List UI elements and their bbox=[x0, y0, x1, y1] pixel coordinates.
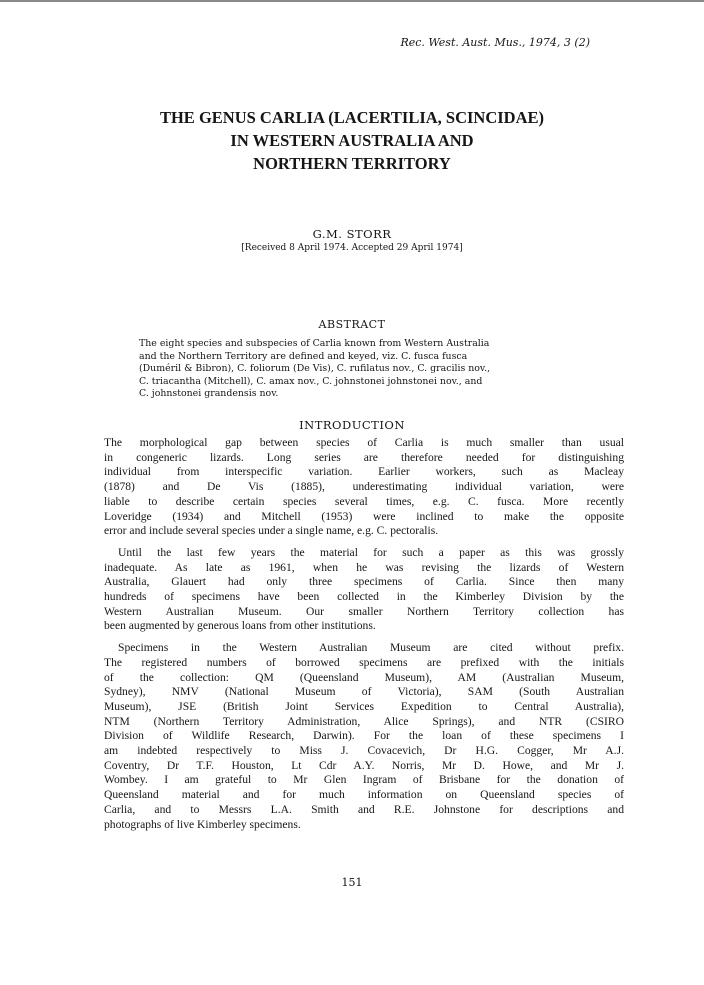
body-line: The registered numbers of borrowed specimens are prefixed with the initials bbox=[104, 655, 624, 669]
body-line: The morphological gap between species of Carlia is much smaller than usual bbox=[104, 436, 624, 449]
title-line-3: NORTHERN TERRITORY bbox=[253, 154, 451, 173]
body-line: Australia, Glauert had only three specimens of Carlia. Since then many bbox=[104, 575, 624, 589]
body-line: hundreds of specimens have been collected in the Kimberley Division by the bbox=[104, 590, 624, 604]
body-line: Western Australian Museum. Our smaller Northern Territory collection has bbox=[104, 604, 624, 618]
body-line: Specimens in the Western Australian Museum are cited without prefix. bbox=[118, 641, 624, 655]
paragraph-2 bbox=[104, 546, 624, 634]
abstract-line: C. johnstonei grandensis nov. bbox=[139, 388, 279, 400]
paragraph-1 bbox=[104, 436, 624, 539]
body-line: liable to describe certain species several times, e.g. C. fusca. More recently bbox=[104, 494, 624, 508]
body-text bbox=[104, 436, 624, 839]
page-number: 151 bbox=[341, 876, 363, 889]
body-line: error and include several species under a single name, e.g. C. pectoralis. bbox=[104, 524, 439, 538]
body-line: of the collection: QM (Queensland Museum), AM (Australian Museum, bbox=[104, 670, 624, 684]
scan-edge-line bbox=[0, 0, 704, 2]
body-line: individual from interspecific variation. Earlier workers, such as Macleay bbox=[104, 465, 624, 479]
body-line: Division of Wildlife Research, Darwin). For the loan of these specimens I bbox=[104, 729, 624, 743]
paragraph-3 bbox=[104, 641, 624, 832]
abstract-text bbox=[139, 338, 559, 401]
abstract-line: C. triacantha (Mitchell), C. amax nov., C. johnstonei johnstonei nov., and bbox=[139, 375, 483, 387]
received-dates: [Received 8 April 1974. Accepted 29 April 1974] bbox=[241, 243, 463, 253]
running-head: Rec. West. Aust. Mus., 1974, 3 (2) bbox=[400, 36, 590, 49]
body-line: Coventry, Dr T.F. Houston, Lt Cdr A.Y. Norris, Mr D. Howe, and Mr J. bbox=[104, 758, 624, 772]
body-line: Loveridge (1934) and Mitchell (1953) were inclined to make the opposite bbox=[104, 509, 624, 523]
body-line: Sydney), NMV (National Museum of Victoria), SAM (South Australian bbox=[104, 685, 624, 699]
introduction-heading: INTRODUCTION bbox=[299, 418, 405, 432]
abstract-line: The eight species and subspecies of Carlia known from Western Australia bbox=[139, 338, 490, 349]
article-title bbox=[80, 106, 624, 175]
body-line: Until the last few years the material for such a paper as this was grossly bbox=[118, 545, 624, 559]
body-line: (1878) and De Vis (1885), underestimating individual variation, were bbox=[104, 480, 624, 494]
body-line: Museum), JSE (British Joint Services Expedition to Central Australia), bbox=[104, 699, 624, 713]
title-line-1: THE GENUS CARLIA (LACERTILIA, SCINCIDAE) bbox=[159, 108, 545, 127]
body-line: inadequate. As late as 1961, when he was revising the lizards of Western bbox=[104, 560, 624, 574]
body-line: am indebted respectively to Miss J. Covacevich, Dr H.G. Cogger, Mr A.J. bbox=[104, 744, 624, 758]
abstract-heading: ABSTRACT bbox=[318, 318, 386, 331]
body-line: Carlia, and to Messrs L.A. Smith and R.E. Johnstone for descriptions and bbox=[104, 802, 624, 816]
body-line: Queensland material and for much information on Queensland species of bbox=[104, 788, 624, 802]
body-line: in congeneric lizards. Long series are therefore needed for distinguishing bbox=[104, 450, 624, 464]
abstract-line: (Duméril & Bibron), C. foliorum (De Vis), C. rufilatus nov., C. gracilis nov., bbox=[139, 363, 491, 375]
body-line: been augmented by generous loans from other institutions. bbox=[104, 619, 376, 633]
body-line: photographs of live Kimberley specimens. bbox=[104, 817, 301, 831]
body-line: Wombey. I am grateful to Mr Glen Ingram of Brisbane for the donation of bbox=[104, 773, 624, 787]
title-line-2: IN WESTERN AUSTRALIA AND bbox=[230, 131, 474, 150]
author: G.M. STORR bbox=[312, 227, 392, 241]
body-line: NTM (Northern Territory Administration, Alice Springs), and NTR (CSIRO bbox=[104, 714, 624, 728]
abstract-line: and the Northern Territory are defined and keyed, viz. C. fusca fusca bbox=[139, 350, 468, 362]
